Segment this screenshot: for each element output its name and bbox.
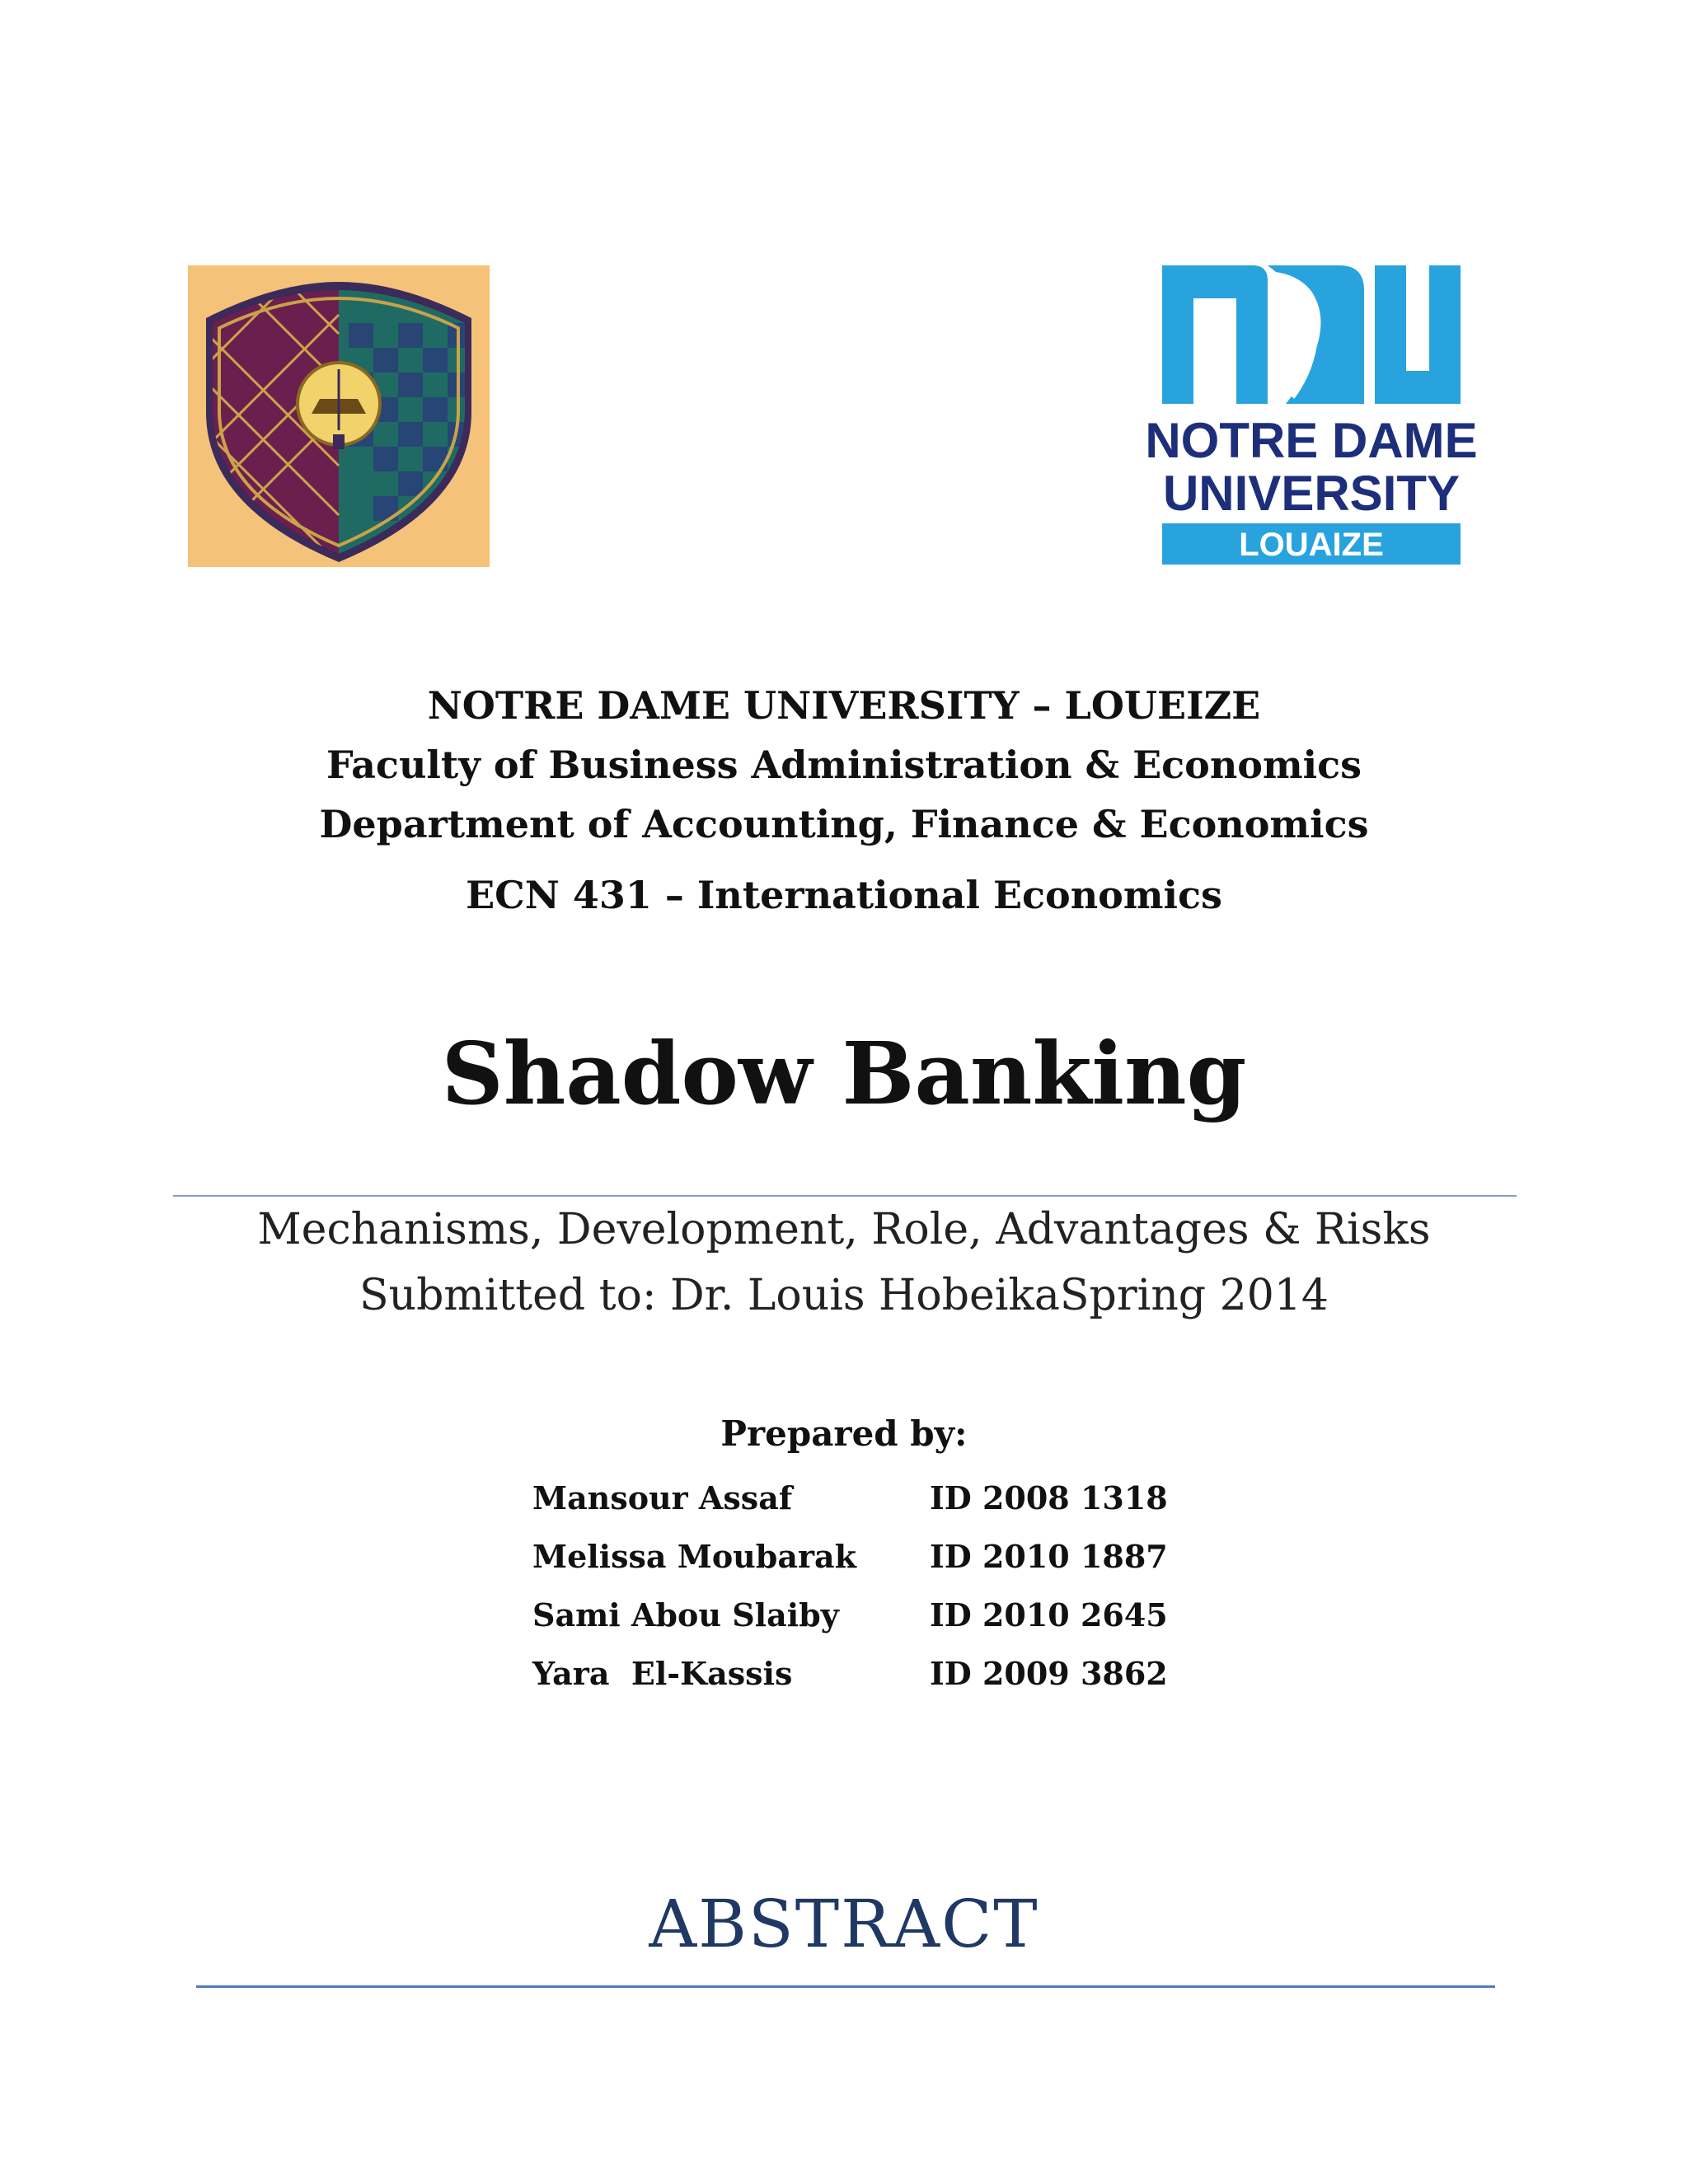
author-name: Mansour Assaf [532, 1479, 793, 1516]
ndu-logo [1145, 265, 1478, 567]
author-name: Sami Abou Slaiby [532, 1596, 839, 1633]
university-name: NOTRE DAME UNIVERSITY – LOUEIZE [427, 683, 1261, 728]
author-name: Yara El-Kassis [532, 1655, 793, 1692]
author-id: ID 2009 3862 [930, 1655, 1168, 1692]
author-row [0, 1474, 1688, 1523]
author-row [0, 1532, 1688, 1582]
course-name: ECN 431 – International Economics [466, 873, 1222, 917]
document-subtitle: Mechanisms, Development, Role, Advantages & Risks [257, 1205, 1431, 1254]
faculty-name: Faculty of Business Administration & Economics [326, 743, 1362, 787]
author-row [0, 1591, 1688, 1640]
abstract-heading: ABSTRACT [649, 1886, 1039, 1962]
author-row [0, 1649, 1688, 1699]
department-name: Department of Accounting, Finance & Economics [319, 802, 1369, 846]
prepared-by-label: Prepared by: [720, 1413, 968, 1454]
author-id: ID 2008 1318 [930, 1479, 1168, 1516]
institution-header [0, 676, 1688, 925]
document-title: Shadow Banking [441, 1023, 1247, 1124]
submitted-to: Submitted to: Dr. Louis HobeikaSpring 2014 [359, 1271, 1329, 1320]
author-id: ID 2010 1887 [930, 1538, 1168, 1575]
crest-shield-icon [188, 265, 490, 567]
svg-text:NOTRE DAME: NOTRE DAME [1145, 413, 1478, 468]
svg-text:UNIVERSITY: UNIVERSITY [1162, 466, 1461, 521]
svg-text:LOUAIZE: LOUAIZE [1239, 527, 1384, 563]
university-crest-logo [188, 265, 490, 567]
author-id: ID 2010 2645 [930, 1596, 1168, 1633]
ndu-wordmark-icon [1145, 265, 1478, 567]
author-name: Melissa Moubarak [532, 1538, 856, 1575]
abstract-divider [196, 1985, 1495, 1988]
